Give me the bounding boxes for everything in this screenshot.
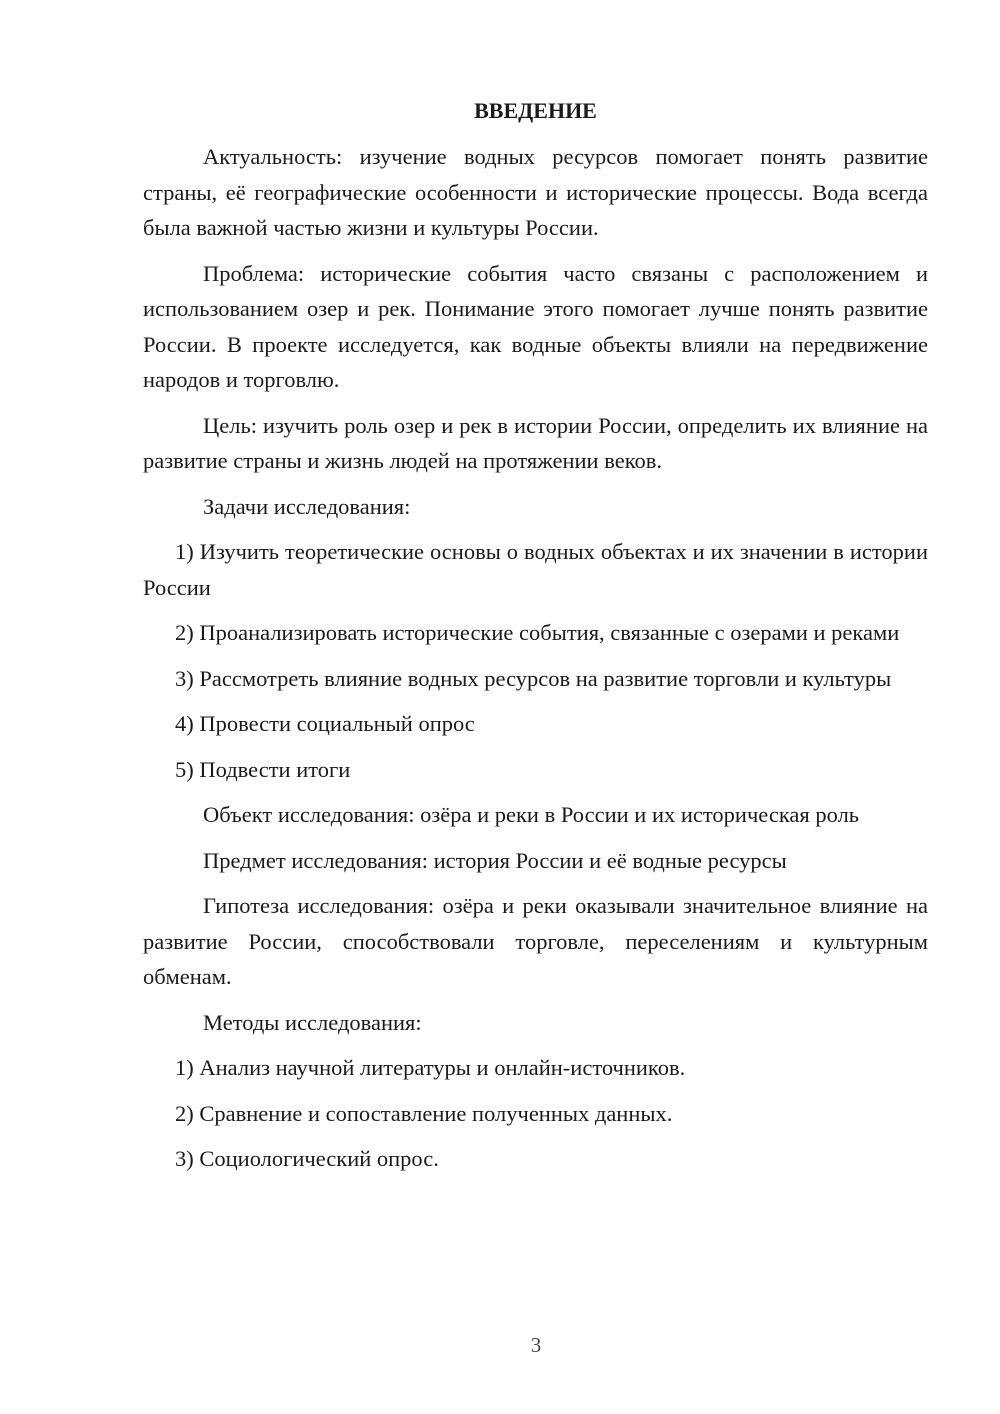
subject-paragraph: Предмет исследования: история России и её водные ресурсы [203, 847, 787, 873]
object-paragraph: Объект исследования: озёра и реки в России и их историческая роль [203, 802, 860, 827]
task-item: 4) Провести социальный опрос [175, 711, 475, 736]
task-item: 1) Изучить теоретические основы о водных объектах и их значении в истории России [143, 539, 928, 600]
tasks-title: Задачи исследования: [203, 493, 411, 519]
task-item: 5) Подвести итоги [175, 756, 351, 782]
page-title: ВВЕДЕНИЕ [474, 98, 597, 123]
method-item: 3) Социологический опрос. [175, 1146, 439, 1171]
method-item: 1) Анализ научной литературы и онлайн-источников. [175, 1055, 686, 1080]
hypothesis-paragraph: Гипотеза исследования: озёра и реки оказывали значительное влияние на развитие России, способствовали торговле, переселениям и культурным обменам. [143, 893, 928, 989]
page-content [143, 95, 928, 1187]
task-item: 2) Проанализировать исторические события, связанные с озерами и реками [175, 620, 900, 645]
problem-paragraph: Проблема: исторические события часто связаны с расположением и использованием озер и рек. Понимание этого помогает лучше понять развитие России. В проекте исследуется, как водные объекты влияли на передвижение народов и торговлю. [143, 260, 928, 392]
goal-paragraph: Цель: изучить роль озер и рек в истории России, определить их влияние на развитие страны и жизнь людей на протяжении веков. [143, 412, 928, 473]
task-item: 3) Рассмотреть влияние водных ресурсов на развитие торговли и культуры [175, 665, 892, 691]
methods-title: Методы исследования: [203, 1009, 422, 1035]
method-item: 2) Сравнение и сопоставление полученных данных. [175, 1100, 673, 1126]
page-number: 3 [530, 1333, 542, 1357]
relevance-paragraph: Актуальность: изучение водных ресурсов помогает понять развитие страны, её географические особенности и исторические процессы. Вода всегда была важной частью жизни и культуры России. [143, 144, 928, 240]
